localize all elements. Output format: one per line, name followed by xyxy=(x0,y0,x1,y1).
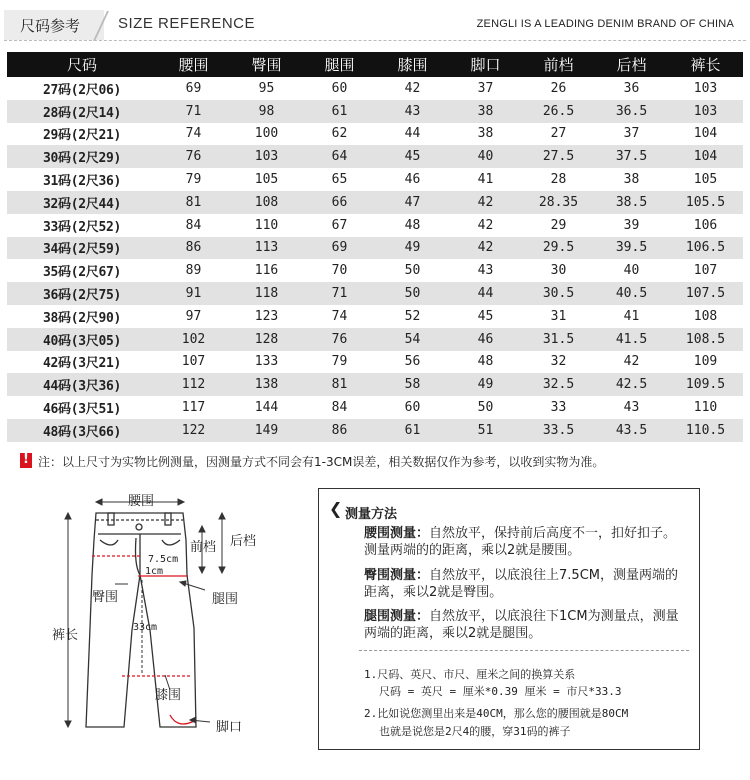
measure-cell: 51 xyxy=(449,419,522,442)
measure-cell: 109 xyxy=(668,351,743,374)
measure-cell: 38.5 xyxy=(595,191,668,214)
measure-cell: 95 xyxy=(230,77,303,100)
measure-cell: 69 xyxy=(303,237,376,260)
measure-cell: 107 xyxy=(668,259,743,282)
method-hip-term: 臀围测量： xyxy=(364,568,430,583)
measure-cell: 103 xyxy=(230,145,303,168)
measure-cell: 58 xyxy=(376,373,449,396)
method-waist-text: 自然放平，保持前后高度不一，扣好扣子。测量两端的的距离，乘以2就是腰围。 xyxy=(364,526,677,558)
measure-cell: 42 xyxy=(595,351,668,374)
measure-cell: 74 xyxy=(303,305,376,328)
measurement-method-box xyxy=(318,488,700,750)
table-header-row xyxy=(7,52,743,77)
measure-cell: 40 xyxy=(449,145,522,168)
method-title: 测量方法 xyxy=(345,507,398,522)
measure-cell: 44 xyxy=(376,123,449,146)
measure-cell: 105 xyxy=(230,168,303,191)
header-rule xyxy=(4,40,746,41)
measure-cell: 105.5 xyxy=(668,191,743,214)
measure-cell: 49 xyxy=(449,373,522,396)
method-thigh xyxy=(364,608,689,642)
measure-cell: 110 xyxy=(230,214,303,237)
measure-cell: 43 xyxy=(449,259,522,282)
measure-cell: 37 xyxy=(449,77,522,100)
size-cell: 30码(2尺29) xyxy=(7,145,157,168)
measure-cell: 42 xyxy=(449,214,522,237)
measure-cell: 108 xyxy=(230,191,303,214)
column-header: 腿围 xyxy=(303,52,376,77)
measure-cell: 50 xyxy=(449,396,522,419)
pants-diagram xyxy=(0,480,310,780)
measure-cell: 41.5 xyxy=(595,328,668,351)
measure-cell: 50 xyxy=(376,259,449,282)
label-33cm: 33cm xyxy=(133,622,158,633)
measure-cell: 42 xyxy=(449,191,522,214)
measure-cell: 108.5 xyxy=(668,328,743,351)
measure-cell: 118 xyxy=(230,282,303,305)
measure-cell: 43.5 xyxy=(595,419,668,442)
measure-cell: 41 xyxy=(449,168,522,191)
measure-cell: 27 xyxy=(522,123,595,146)
measure-cell: 76 xyxy=(157,145,230,168)
measure-cell: 144 xyxy=(230,396,303,419)
measure-cell: 128 xyxy=(230,328,303,351)
table-row xyxy=(7,282,743,305)
measure-cell: 46 xyxy=(449,328,522,351)
table-row xyxy=(7,351,743,374)
table-body xyxy=(7,77,743,442)
measure-cell: 60 xyxy=(376,396,449,419)
size-cell: 31码(2尺36) xyxy=(7,168,157,191)
size-cell: 40码(3尺05) xyxy=(7,328,157,351)
measure-cell: 79 xyxy=(157,168,230,191)
measure-cell: 81 xyxy=(303,373,376,396)
measure-cell: 60 xyxy=(303,77,376,100)
table-row xyxy=(7,259,743,282)
measure-cell: 62 xyxy=(303,123,376,146)
table-row xyxy=(7,328,743,351)
measure-cell: 71 xyxy=(303,282,376,305)
label-back-rise: 后档 xyxy=(230,534,257,549)
measure-cell: 84 xyxy=(303,396,376,419)
column-header: 裤长 xyxy=(668,52,743,77)
method-thigh-term: 腿围测量： xyxy=(364,609,430,624)
measure-cell: 33.5 xyxy=(522,419,595,442)
table-row xyxy=(7,419,743,442)
size-cell: 44码(3尺36) xyxy=(7,373,157,396)
measure-cell: 37.5 xyxy=(595,145,668,168)
size-cell: 27码(2尺06) xyxy=(7,77,157,100)
measure-cell: 29.5 xyxy=(522,237,595,260)
measure-cell: 48 xyxy=(449,351,522,374)
measure-cell: 79 xyxy=(303,351,376,374)
measure-cell: 110 xyxy=(668,396,743,419)
size-cell: 32码(2尺44) xyxy=(7,191,157,214)
label-front-rise: 前档 xyxy=(190,540,217,555)
measure-cell: 26 xyxy=(522,77,595,100)
measure-cell: 42.5 xyxy=(595,373,668,396)
table-row xyxy=(7,145,743,168)
conversion-line-4: 也就是说您是2尺4的腰，穿31码的裤子 xyxy=(379,725,571,738)
measure-cell: 42 xyxy=(376,77,449,100)
label-length: 裤长 xyxy=(52,628,79,643)
measure-cell: 81 xyxy=(157,191,230,214)
measure-cell: 32 xyxy=(522,351,595,374)
measure-cell: 56 xyxy=(376,351,449,374)
table-row xyxy=(7,100,743,123)
measure-cell: 29 xyxy=(522,214,595,237)
column-header: 膝围 xyxy=(376,52,449,77)
header-brand-line: ZENGLI IS A LEADING DENIM BRAND OF CHINA xyxy=(476,18,734,30)
measure-cell: 28 xyxy=(522,168,595,191)
measure-cell: 46 xyxy=(376,168,449,191)
measure-cell: 86 xyxy=(303,419,376,442)
measure-cell: 113 xyxy=(230,237,303,260)
measure-cell: 107 xyxy=(157,351,230,374)
measure-cell: 50 xyxy=(376,282,449,305)
method-hip xyxy=(364,567,689,601)
size-cell: 34码(2尺59) xyxy=(7,237,157,260)
label-knee: 膝围 xyxy=(155,688,182,703)
measure-cell: 149 xyxy=(230,419,303,442)
measure-cell: 38 xyxy=(595,168,668,191)
label-7-5cm: 7.5cm xyxy=(148,554,179,565)
measure-cell: 116 xyxy=(230,259,303,282)
measure-cell: 104 xyxy=(668,123,743,146)
measure-cell: 42 xyxy=(449,237,522,260)
method-hip-text: 自然放平，以底浪往上7.5CM，测量两端的距离，乘以2就是臀围。 xyxy=(364,568,678,600)
measure-cell: 32.5 xyxy=(522,373,595,396)
measure-cell: 86 xyxy=(157,237,230,260)
header-title-cn: 尺码参考 xyxy=(20,17,81,35)
column-header: 后档 xyxy=(595,52,668,77)
label-hem: 脚口 xyxy=(216,720,243,735)
measure-cell: 106 xyxy=(668,214,743,237)
label-waist: 腰围 xyxy=(128,494,155,509)
measure-cell: 98 xyxy=(230,100,303,123)
measure-cell: 45 xyxy=(449,305,522,328)
measure-cell: 43 xyxy=(376,100,449,123)
measure-cell: 40.5 xyxy=(595,282,668,305)
size-cell: 36码(2尺75) xyxy=(7,282,157,305)
measure-cell: 66 xyxy=(303,191,376,214)
measure-cell: 105 xyxy=(668,168,743,191)
table-row xyxy=(7,123,743,146)
measure-cell: 108 xyxy=(668,305,743,328)
measure-cell: 69 xyxy=(157,77,230,100)
conversion-line-1: 1.尺码、英尺、市尺、厘米之间的换算关系 xyxy=(364,668,576,681)
table-row xyxy=(7,214,743,237)
size-cell: 38码(2尺90) xyxy=(7,305,157,328)
column-header: 脚口 xyxy=(449,52,522,77)
measure-cell: 138 xyxy=(230,373,303,396)
size-cell: 46码(3尺51) xyxy=(7,396,157,419)
method-divider xyxy=(359,650,689,651)
measure-cell: 122 xyxy=(157,419,230,442)
table-row xyxy=(7,77,743,100)
size-cell: 35码(2尺67) xyxy=(7,259,157,282)
size-cell: 28码(2尺14) xyxy=(7,100,157,123)
measure-cell: 27.5 xyxy=(522,145,595,168)
measure-cell: 30.5 xyxy=(522,282,595,305)
measure-cell: 61 xyxy=(376,419,449,442)
measure-cell: 100 xyxy=(230,123,303,146)
measure-cell: 110.5 xyxy=(668,419,743,442)
measure-cell: 91 xyxy=(157,282,230,305)
measure-cell: 117 xyxy=(157,396,230,419)
measure-cell: 97 xyxy=(157,305,230,328)
measure-cell: 28.35 xyxy=(522,191,595,214)
measure-cell: 76 xyxy=(303,328,376,351)
label-1cm: 1cm xyxy=(145,566,164,577)
measure-cell: 38 xyxy=(449,123,522,146)
measure-cell: 70 xyxy=(303,259,376,282)
measure-cell: 109.5 xyxy=(668,373,743,396)
method-thigh-text: 自然放平，以底浪往下1CM为测量点，测量两端的距离，乘以2就是腿围。 xyxy=(364,609,679,641)
method-waist-term: 腰围测量： xyxy=(364,526,430,541)
table-row xyxy=(7,168,743,191)
measure-cell: 84 xyxy=(157,214,230,237)
measure-cell: 36.5 xyxy=(595,100,668,123)
measure-cell: 71 xyxy=(157,100,230,123)
measure-cell: 43 xyxy=(595,396,668,419)
measure-cell: 123 xyxy=(230,305,303,328)
measure-cell: 47 xyxy=(376,191,449,214)
method-waist xyxy=(364,525,689,559)
measure-cell: 64 xyxy=(303,145,376,168)
measure-cell: 133 xyxy=(230,351,303,374)
size-cell: 29码(2尺21) xyxy=(7,123,157,146)
measure-cell: 48 xyxy=(376,214,449,237)
table-row xyxy=(7,191,743,214)
measure-cell: 89 xyxy=(157,259,230,282)
measure-cell: 38 xyxy=(449,100,522,123)
note-text: 注：以上尺寸为实物比例测量，因测量方式不同会有1-3CM误差，相关数据仅作为参考，以收到实物为准。 xyxy=(38,455,605,469)
measure-cell: 30 xyxy=(522,259,595,282)
measure-cell: 103 xyxy=(668,100,743,123)
table-row xyxy=(7,396,743,419)
measure-cell: 106.5 xyxy=(668,237,743,260)
measure-cell: 26.5 xyxy=(522,100,595,123)
measure-cell: 49 xyxy=(376,237,449,260)
size-cell: 48码(3尺66) xyxy=(7,419,157,442)
measure-cell: 31.5 xyxy=(522,328,595,351)
label-thigh: 腿围 xyxy=(212,592,239,607)
warning-icon xyxy=(20,453,32,468)
table-row xyxy=(7,305,743,328)
conversion-line-3: 2.比如说您测里出来是40CM，那么您的腰围就是80CM xyxy=(364,707,629,720)
conversion-line-2: 尺码 = 英尺 = 厘米*0.39 厘米 = 市尺*33.3 xyxy=(379,685,622,698)
header-title-en: SIZE REFERENCE xyxy=(118,15,256,32)
table-row xyxy=(7,373,743,396)
column-header: 尺码 xyxy=(7,52,157,77)
table-row xyxy=(7,237,743,260)
label-hip: 臀围 xyxy=(92,590,119,605)
measure-cell: 45 xyxy=(376,145,449,168)
measure-cell: 61 xyxy=(303,100,376,123)
measure-cell: 65 xyxy=(303,168,376,191)
measure-cell: 74 xyxy=(157,123,230,146)
size-reference-header xyxy=(0,0,750,46)
measure-cell: 37 xyxy=(595,123,668,146)
measure-cell: 103 xyxy=(668,77,743,100)
column-header: 前档 xyxy=(522,52,595,77)
size-cell: 33码(2尺52) xyxy=(7,214,157,237)
measure-cell: 39 xyxy=(595,214,668,237)
measure-cell: 31 xyxy=(522,305,595,328)
measure-cell: 54 xyxy=(376,328,449,351)
measure-cell: 67 xyxy=(303,214,376,237)
size-table xyxy=(7,52,743,442)
measure-cell: 40 xyxy=(595,259,668,282)
measure-cell: 102 xyxy=(157,328,230,351)
column-header: 腰围 xyxy=(157,52,230,77)
measure-cell: 44 xyxy=(449,282,522,305)
size-cell: 42码(3尺21) xyxy=(7,351,157,374)
measure-cell: 52 xyxy=(376,305,449,328)
measure-cell: 36 xyxy=(595,77,668,100)
column-header: 臀围 xyxy=(230,52,303,77)
measure-cell: 41 xyxy=(595,305,668,328)
measure-cell: 33 xyxy=(522,396,595,419)
measure-cell: 107.5 xyxy=(668,282,743,305)
measure-cell: 112 xyxy=(157,373,230,396)
measure-cell: 104 xyxy=(668,145,743,168)
measure-cell: 39.5 xyxy=(595,237,668,260)
chevron-left-icon: ❮ xyxy=(329,499,343,518)
